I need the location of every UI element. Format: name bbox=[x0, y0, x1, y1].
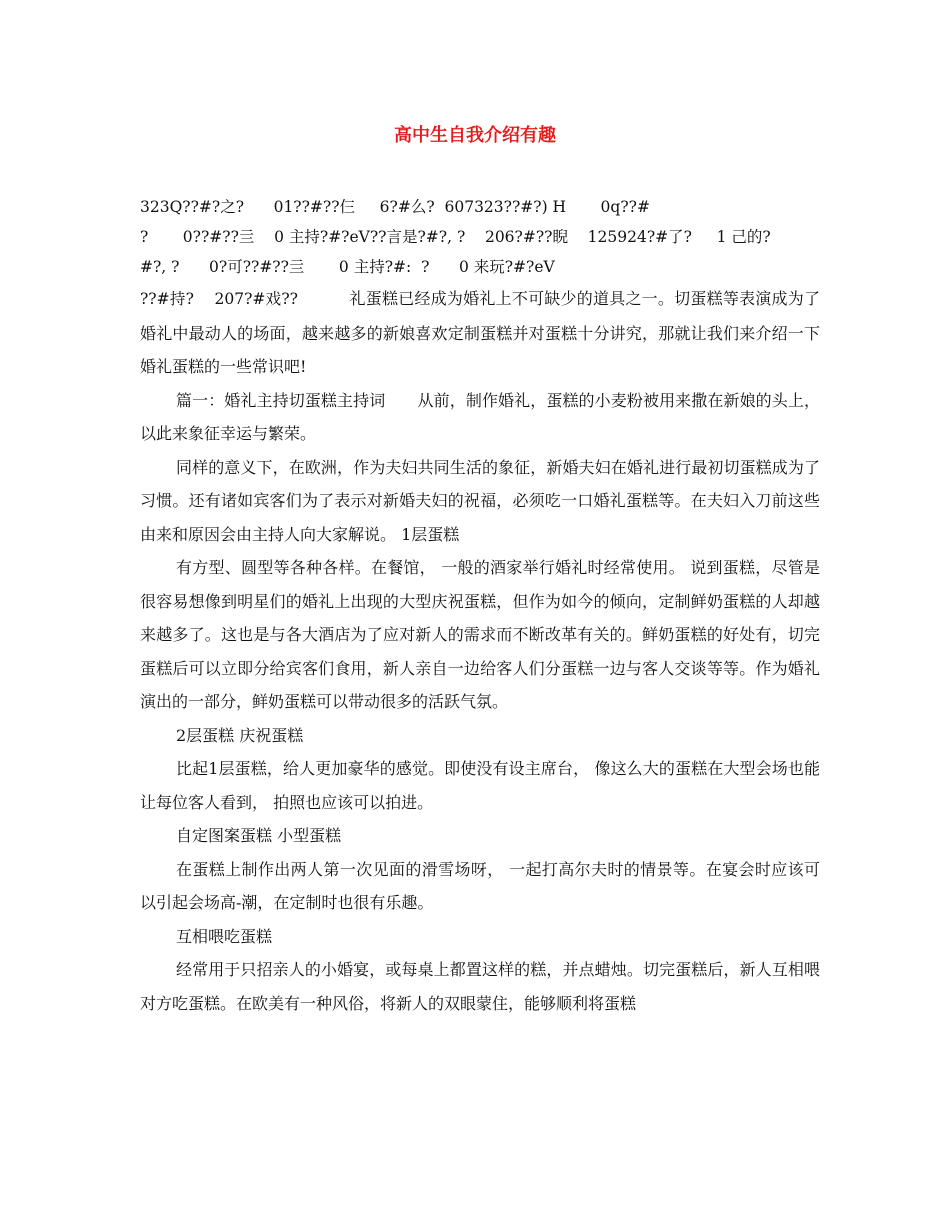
paragraph: 篇一：婚礼主持切蛋糕主持词 从前，制作婚礼，蛋糕的小麦粉被用来撒在新娘的头上，以此来象征幸运与繁荣。 bbox=[140, 390, 820, 443]
paragraph: 经常用于只招亲人的小婚宴，或每桌上都置这样的糕，并点蜡烛。切完蛋糕后，新人互相喂对方吃蛋糕。在欧美有一种风俗，将新人的双眼蒙住，能够顺利将蛋糕 bbox=[140, 960, 820, 1013]
section-heading: 2层蛋糕 庆祝蛋糕 bbox=[176, 725, 304, 745]
garbled-lead: ??#持? 207?#戏?? bbox=[140, 290, 350, 308]
intro-paragraph bbox=[140, 282, 820, 384]
document-title: 高中生自我介绍有趣 bbox=[394, 125, 556, 146]
garbled-line: 323Q??#?之? 01??#??仨 6?#么? 607323??#?) H 0q??# bbox=[140, 198, 650, 216]
paragraph: 在蛋糕上制作出两人第一次见面的滑雪场呀， 一起打高尔夫时的情景等。在宴会时应该可以引起会场高-潮，在定制时也很有乐趣。 bbox=[140, 859, 820, 912]
section-heading: 自定图案蛋糕 小型蛋糕 bbox=[176, 826, 342, 845]
document-body bbox=[140, 192, 820, 1020]
garbled-line: ? 0??#??亖 0 主持?#?eV??言是?#?, ? 206?#??睨 125924?#了? 1 己的? bbox=[140, 228, 771, 246]
section-heading: 互相喂吃蛋糕 bbox=[176, 926, 273, 946]
intro-text: 礼蛋糕已经成为婚礼上不可缺少的道具之一。切蛋糕等表演成为了婚礼中最动人的场面，越来越多的新娘喜欢定制蛋糕并对蛋糕十分讲究，那就让我们来介绍一下婚礼蛋糕的一些常识吧! bbox=[140, 289, 820, 376]
paragraph: 比起1层蛋糕，给人更加豪华的感觉。即使没有设主席台， 像这么大的蛋糕在大型会场也能让每位客人看到， 拍照也应该可以拍进。 bbox=[140, 759, 820, 812]
paragraph: 同样的意义下，在欧洲，作为夫妇共同生活的象征，新婚夫妇在婚礼进行最初切蛋糕成为了习惯。还有诸如宾客们为了表示对新婚夫妇的祝福，必须吃一口婚礼蛋糕等。在夫妇入刀前这些由来和原因会由主持人向大家解说。 1层蛋糕 bbox=[140, 457, 820, 544]
paragraph: 有方型、圆型等各种各样。在餐馆， 一般的酒家举行婚礼时经常使用。 说到蛋糕，尽管是很容易想像到明星们的婚礼上出现的大型庆祝蛋糕，但作为如今的倾向，定制鲜奶蛋糕的人却越来越多了。这也是与各大酒店为了应对新人的需求而不断改革有关的。鲜奶蛋糕的好处有，切完蛋糕后可以立即分给宾客们食用，新人亲自一边给客人们分蛋糕一边与客人交谈等等。作为婚礼演出的一部分，鲜奶蛋糕可以带动很多的活跃气氛。 bbox=[140, 558, 820, 711]
garbled-line: #?, ? 0?可??#??亖 0 主持?#: ? 0 来玩?#?eV bbox=[140, 258, 555, 276]
